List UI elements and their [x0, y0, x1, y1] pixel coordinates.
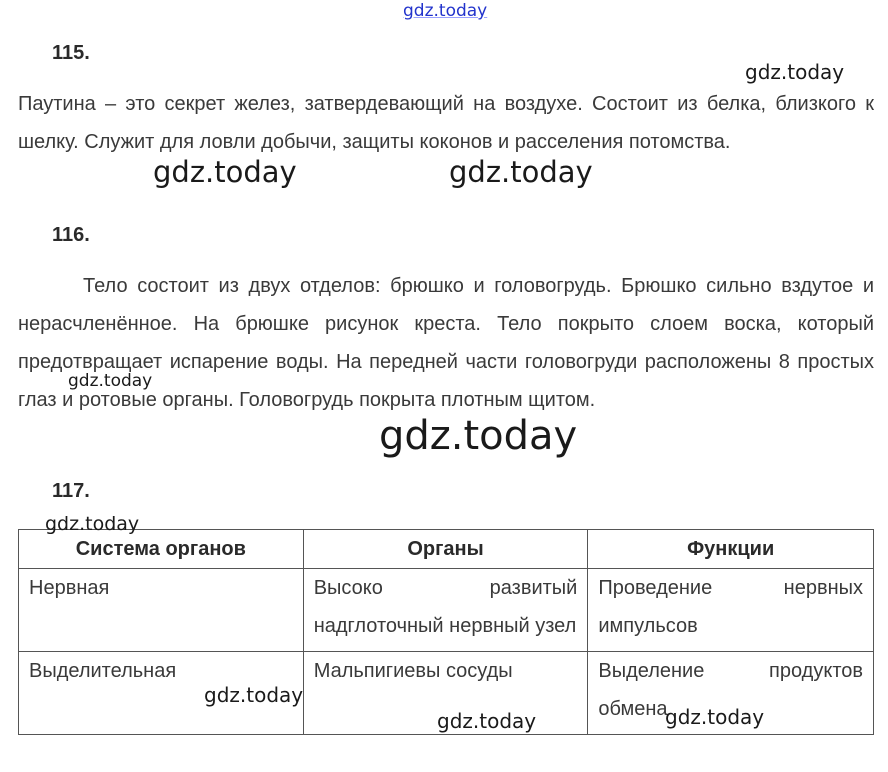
watermark: gdz.today	[665, 705, 765, 729]
watermark: gdz.today	[45, 513, 140, 535]
cell-organs: Мальпигиевы сосуды	[303, 652, 588, 735]
cell-organs: Высоко развитый надглоточный нервный узел	[303, 569, 588, 652]
watermark: gdz.today	[449, 155, 593, 189]
header-functions: Функции	[588, 530, 874, 569]
task-117-number: 117.	[52, 480, 90, 502]
watermark: gdz.today	[204, 683, 304, 707]
table-header-row	[19, 530, 874, 569]
watermark: gdz.today	[153, 155, 297, 189]
task-116-number: 116.	[52, 224, 90, 246]
header-organ-system: Система органов	[19, 530, 304, 569]
watermark: gdz.today	[745, 60, 845, 84]
task-116-text: Тело состоит из двух отделов: брюшко и головогрудь. Брюшко сильно вздутое и нерасчленённое. На брюшке рисунок креста. Тело покрыто слоем воска, который предотвращает испарение воды. На передней части головогруди расположены 8 простых глаз и ротовые органы. Головогрудь покрыта плотным щитом.	[18, 275, 874, 411]
task-115-text: Паутина – это секрет желез, затвердевающий на воздухе. Состоит из белка, близкого к шелку. Служит для ловли добычи, защиты коконов и расселения потомства.	[18, 93, 874, 153]
task-115-number: 115.	[52, 42, 90, 64]
watermark-top[interactable]: gdz.today	[403, 1, 488, 21]
table-row	[19, 569, 874, 652]
watermark: gdz.today	[437, 709, 537, 733]
cell-functions: Проведение нервных импульсов	[588, 569, 874, 652]
header-organs: Органы	[303, 530, 588, 569]
cell-system: Нервная	[19, 569, 304, 652]
cell-functions: Выделение продуктов обмена	[588, 652, 874, 735]
cell-system: Выделительная	[19, 652, 304, 735]
watermark: gdz.today	[379, 413, 578, 459]
watermark: gdz.today	[68, 371, 153, 391]
